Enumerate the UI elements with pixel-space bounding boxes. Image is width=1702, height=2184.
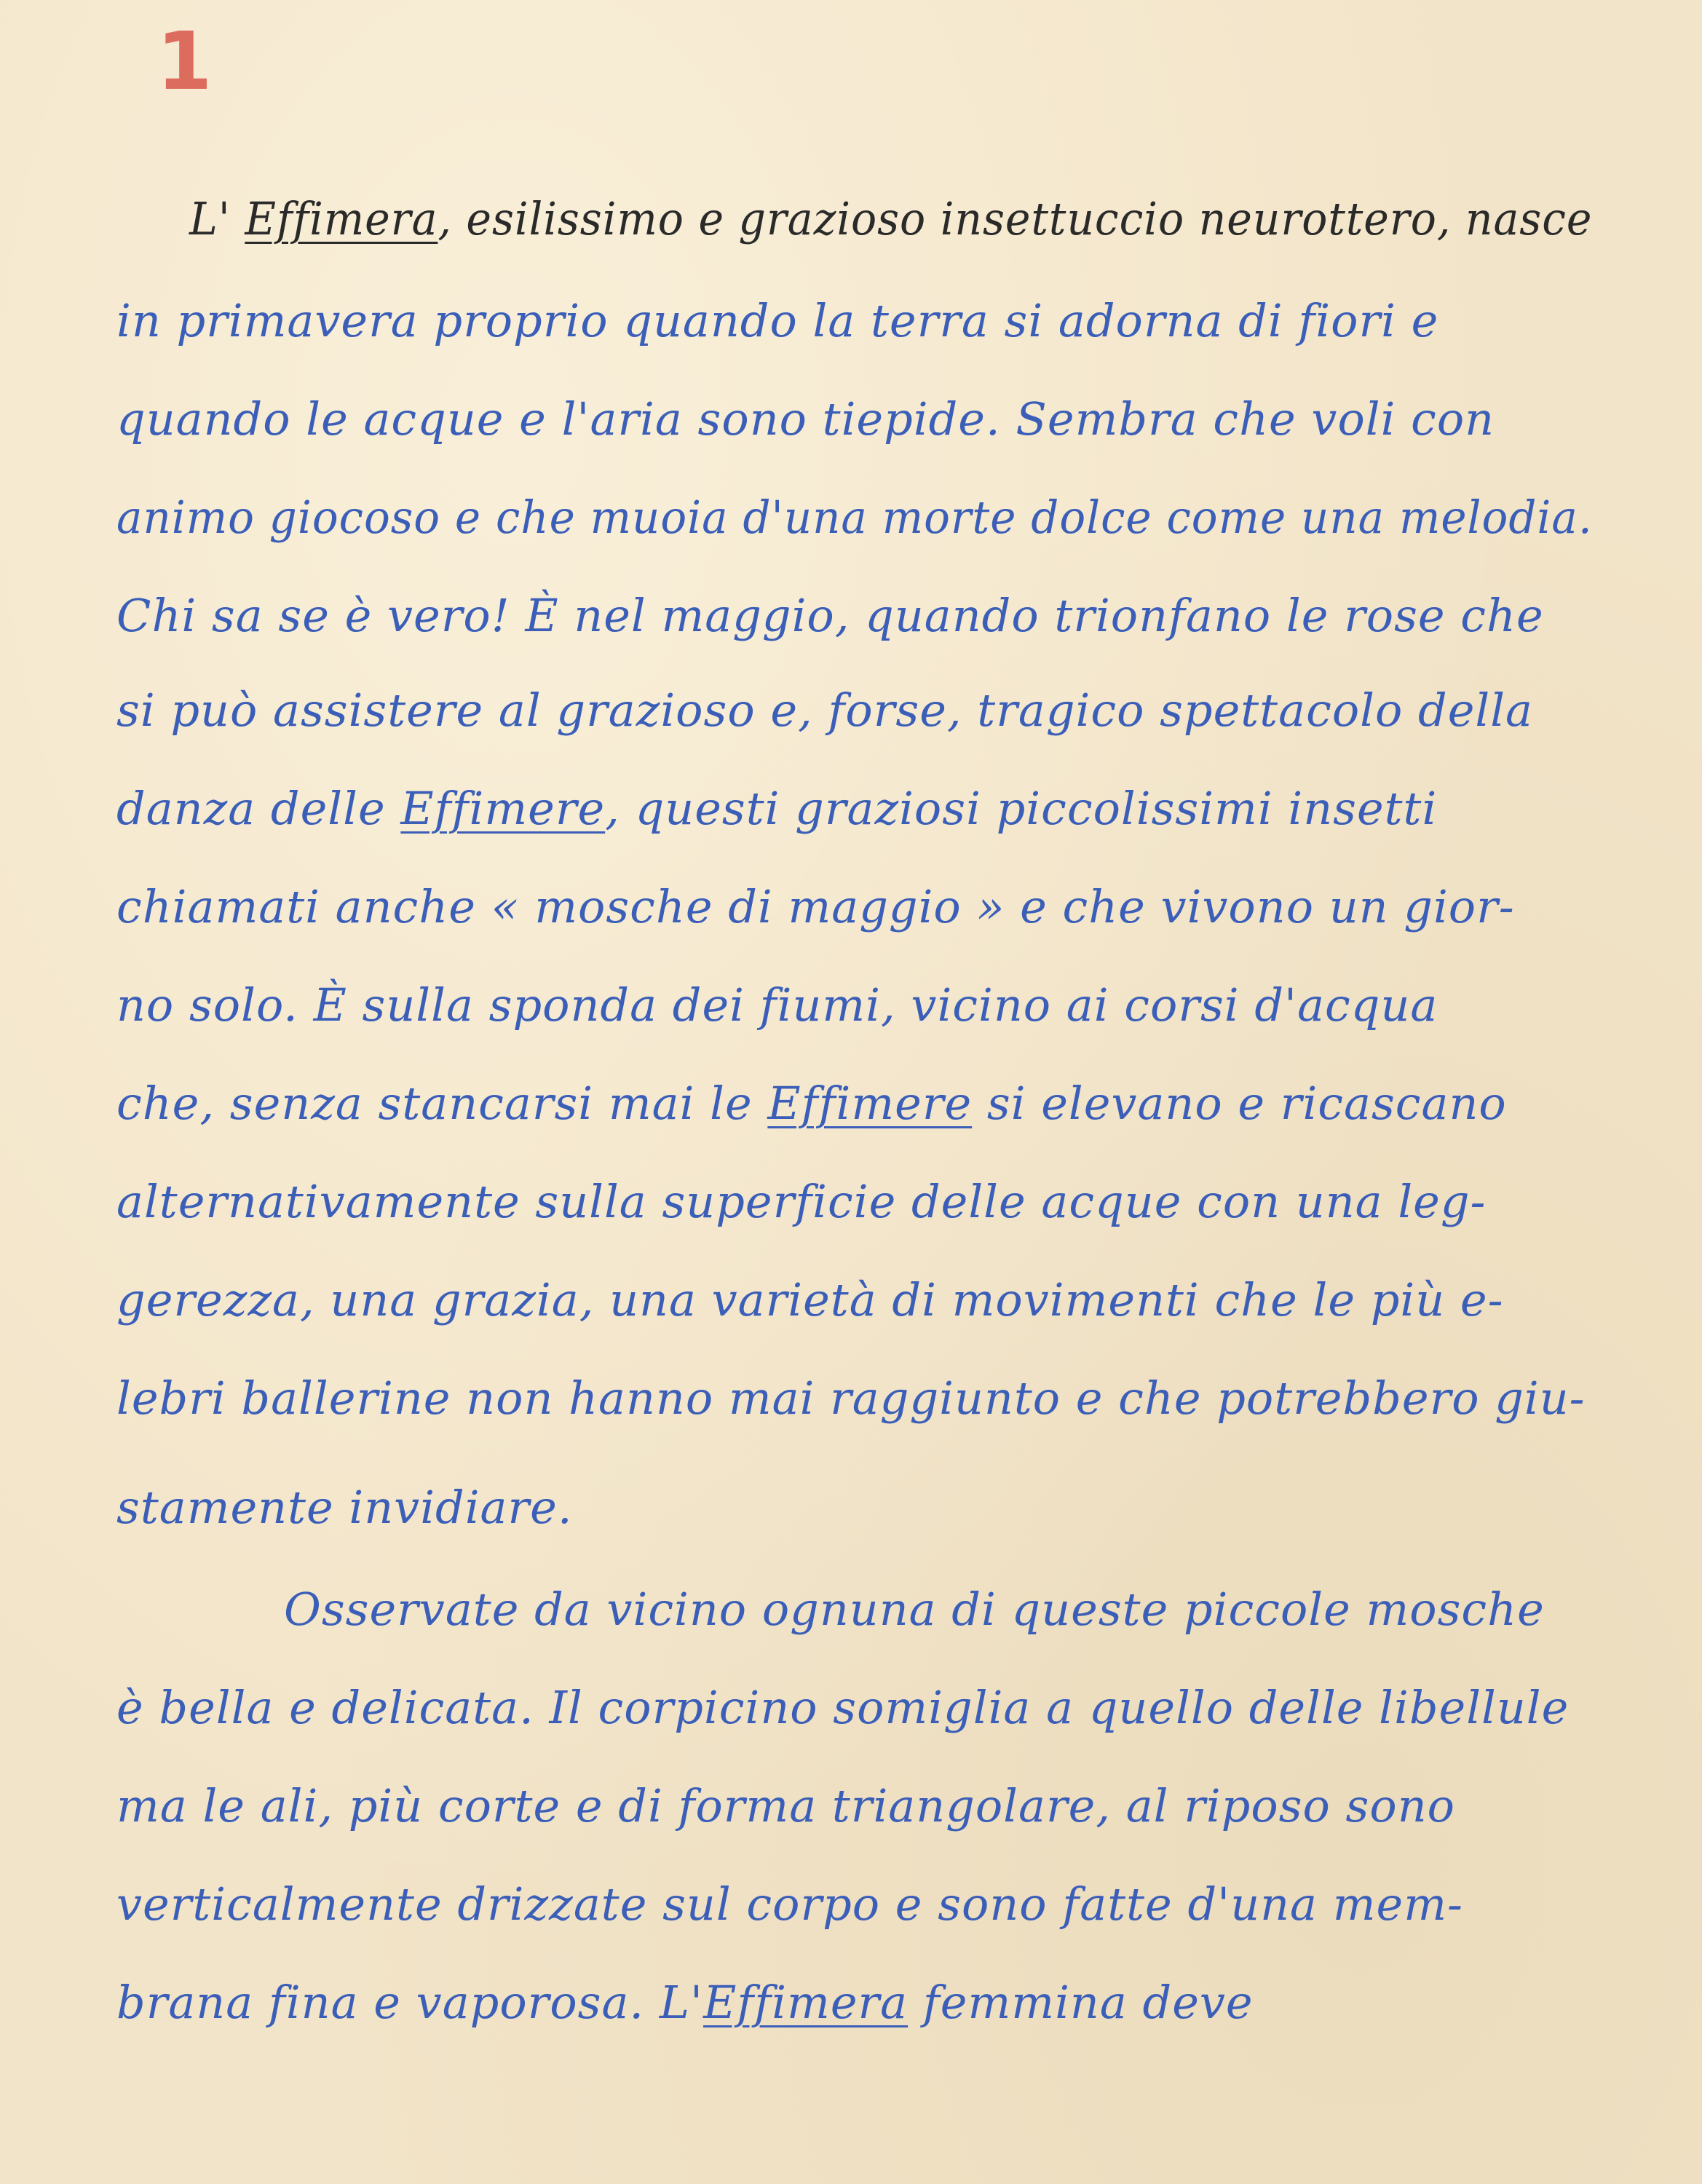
text-line — [116, 1681, 1570, 1734]
text-line — [116, 1481, 573, 1534]
underlined-word: Effimera — [245, 192, 438, 245]
line-text: brana fina e vaporosa. L' — [116, 1976, 704, 2029]
line-text: si elevano e ricascano — [972, 1077, 1507, 1130]
text-line — [116, 1878, 1463, 1931]
text-line — [116, 1976, 1254, 2029]
line-text: Osservate da vicino ognuna di queste piccole mosche — [284, 1583, 1545, 1636]
text-line — [116, 392, 1495, 446]
line-text: in primavera proprio quando la terra si adorna di fiori e — [116, 294, 1439, 347]
underlined-word: Effimere — [767, 1077, 973, 1130]
text-line — [116, 589, 1544, 642]
text-line — [116, 1372, 1586, 1425]
line-text: no solo. È sulla sponda dei fiumi, vicino ai corsi d'acqua — [116, 978, 1438, 1032]
line-text: gerezza, una grazia, una varietà di movimenti che le più e- — [116, 1273, 1504, 1326]
text-line — [189, 192, 1593, 245]
text-line — [116, 880, 1515, 933]
line-text: alternativamente sulla superficie delle acque con una leg- — [116, 1175, 1487, 1228]
line-text: stamente invidiare. — [116, 1481, 573, 1534]
text-line — [116, 294, 1439, 347]
underlined-word: Effimere — [400, 782, 606, 835]
line-text: lebri ballerine non hanno mai raggiunto e che potrebbero giu- — [116, 1372, 1586, 1425]
line-text: chiamati anche « mosche di maggio » e che vivono un gior- — [116, 880, 1515, 933]
line-text: verticalmente drizzate sul corpo e sono fatte d'una mem- — [116, 1878, 1463, 1931]
line-text: Chi sa se è vero! È nel maggio, quando trionfano le rose che — [116, 589, 1544, 642]
line-text: animo giocoso e che muoia d'una morte dolce come una melodia. — [116, 491, 1593, 544]
page-number: 1 — [157, 15, 213, 108]
line-text: , questi graziosi piccolissimi insetti — [605, 782, 1438, 835]
line-text: , esilissimo e grazioso insettuccio neurottero, nasce — [438, 192, 1593, 245]
text-line — [116, 978, 1438, 1032]
text-line — [284, 1583, 1545, 1636]
line-text: ma le ali, più corte e di forma triangolare, al riposo sono — [116, 1779, 1455, 1832]
text-line — [116, 1779, 1455, 1832]
line-text: si può assistere al grazioso e, forse, tragico spettacolo della — [116, 684, 1534, 737]
text-line — [116, 1273, 1504, 1326]
text-line — [116, 491, 1593, 544]
line-text: femmina deve — [908, 1976, 1254, 2029]
line-text: che, senza stancarsi mai le — [116, 1077, 768, 1130]
text-line — [116, 1175, 1487, 1228]
underlined-word: Effimera — [703, 1976, 909, 2029]
line-text: danza delle — [116, 782, 401, 835]
line-text: quando le acque e l'aria sono tiepide. Sembra che voli con — [116, 392, 1495, 446]
line-text: è bella e delicata. Il corpicino somiglia a quello delle libellule — [116, 1681, 1570, 1734]
line-text: L' — [189, 192, 245, 245]
text-line — [116, 782, 1438, 835]
text-line — [116, 684, 1534, 737]
text-line — [116, 1077, 1507, 1130]
